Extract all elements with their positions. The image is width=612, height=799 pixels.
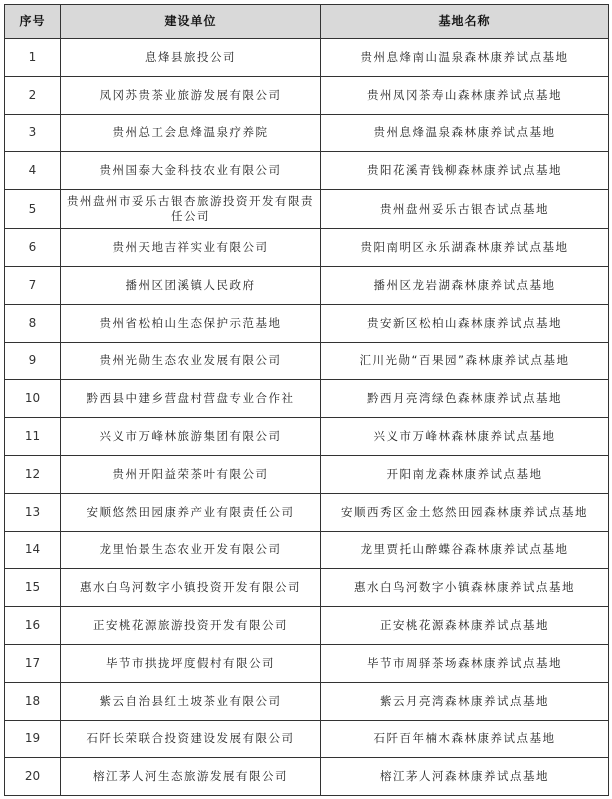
table-row [5, 720, 609, 758]
cell-serial-number: 7 [5, 266, 61, 304]
cell-construction-unit: 毕节市拱拢坪度假村有限公司 [61, 644, 321, 682]
cell-base-name: 安顺西秀区金土悠然田园森林康养试点基地 [321, 493, 609, 531]
cell-construction-unit: 黔西县中建乡营盘村营盘专业合作社 [61, 380, 321, 418]
table-row [5, 758, 609, 796]
cell-serial-number: 12 [5, 455, 61, 493]
cell-base-name: 贵阳花溪青钱柳森林康养试点基地 [321, 152, 609, 190]
table-row [5, 418, 609, 456]
cell-construction-unit: 龙里怡景生态农业开发有限公司 [61, 531, 321, 569]
table-row [5, 607, 609, 645]
cell-base-name: 紫云月亮湾森林康养试点基地 [321, 682, 609, 720]
cell-base-name: 龙里贾托山醉蝶谷森林康养试点基地 [321, 531, 609, 569]
cell-base-name: 毕节市周驿茶场森林康养试点基地 [321, 644, 609, 682]
cell-serial-number: 14 [5, 531, 61, 569]
cell-construction-unit: 贵州国泰大金科技农业有限公司 [61, 152, 321, 190]
table-row [5, 531, 609, 569]
cell-construction-unit: 紫云自治县红土坡茶业有限公司 [61, 682, 321, 720]
cell-base-name: 贵阳南明区永乐湖森林康养试点基地 [321, 229, 609, 267]
table-row [5, 380, 609, 418]
cell-serial-number: 13 [5, 493, 61, 531]
cell-base-name: 播州区龙岩湖森林康养试点基地 [321, 266, 609, 304]
table-row [5, 455, 609, 493]
table-row [5, 152, 609, 190]
cell-serial-number: 1 [5, 39, 61, 77]
cell-base-name: 贵州息烽温泉森林康养试点基地 [321, 114, 609, 152]
table-row [5, 190, 609, 229]
cell-construction-unit: 贵州盘州市妥乐古银杏旅游投资开发有限责任公司 [61, 190, 321, 229]
header-serial-number: 序号 [5, 5, 61, 39]
cell-base-name: 汇川光勋“百果园”森林康养试点基地 [321, 342, 609, 380]
cell-construction-unit: 播州区团溪镇人民政府 [61, 266, 321, 304]
cell-serial-number: 3 [5, 114, 61, 152]
table-row [5, 114, 609, 152]
cell-construction-unit: 贵州天地吉祥实业有限公司 [61, 229, 321, 267]
table-row [5, 682, 609, 720]
cell-construction-unit: 安顺悠然田园康养产业有限责任公司 [61, 493, 321, 531]
cell-base-name: 贵州息烽南山温泉森林康养试点基地 [321, 39, 609, 77]
cell-construction-unit: 息烽县旅投公司 [61, 39, 321, 77]
cell-base-name: 黔西月亮湾绿色森林康养试点基地 [321, 380, 609, 418]
cell-base-name: 石阡百年楠木森林康养试点基地 [321, 720, 609, 758]
cell-construction-unit: 贵州光勋生态农业发展有限公司 [61, 342, 321, 380]
table-row [5, 569, 609, 607]
cell-construction-unit: 兴义市万峰林旅游集团有限公司 [61, 418, 321, 456]
cell-serial-number: 8 [5, 304, 61, 342]
table-row [5, 493, 609, 531]
cell-serial-number: 10 [5, 380, 61, 418]
cell-base-name: 正安桃花源森林康养试点基地 [321, 607, 609, 645]
cell-serial-number: 4 [5, 152, 61, 190]
header-base-name: 基地名称 [321, 5, 609, 39]
cell-serial-number: 2 [5, 76, 61, 114]
cell-base-name: 贵州凤冈茶寿山森林康养试点基地 [321, 76, 609, 114]
cell-base-name: 贵州盘州妥乐古银杏试点基地 [321, 190, 609, 229]
cell-construction-unit: 榕江茅人河生态旅游发展有限公司 [61, 758, 321, 796]
cell-serial-number: 16 [5, 607, 61, 645]
table-row [5, 76, 609, 114]
cell-construction-unit: 惠水白鸟河数字小镇投资开发有限公司 [61, 569, 321, 607]
table-row [5, 39, 609, 77]
header-construction-unit: 建设单位 [61, 5, 321, 39]
table-header-row [5, 5, 609, 39]
cell-serial-number: 5 [5, 190, 61, 229]
table-row [5, 266, 609, 304]
cell-serial-number: 11 [5, 418, 61, 456]
table-row [5, 644, 609, 682]
cell-base-name: 开阳南龙森林康养试点基地 [321, 455, 609, 493]
table-row [5, 229, 609, 267]
cell-serial-number: 19 [5, 720, 61, 758]
table-row [5, 342, 609, 380]
cell-serial-number: 9 [5, 342, 61, 380]
cell-construction-unit: 贵州省松柏山生态保护示范基地 [61, 304, 321, 342]
cell-construction-unit: 贵州总工会息烽温泉疗养院 [61, 114, 321, 152]
cell-serial-number: 15 [5, 569, 61, 607]
document-page [4, 4, 608, 796]
cell-base-name: 榕江茅人河森林康养试点基地 [321, 758, 609, 796]
cell-construction-unit: 贵州开阳益荣茶叶有限公司 [61, 455, 321, 493]
cell-serial-number: 6 [5, 229, 61, 267]
forest-health-base-table [4, 4, 609, 796]
cell-serial-number: 18 [5, 682, 61, 720]
cell-construction-unit: 正安桃花源旅游投资开发有限公司 [61, 607, 321, 645]
cell-construction-unit: 凤冈苏贵茶业旅游发展有限公司 [61, 76, 321, 114]
table-row [5, 304, 609, 342]
cell-base-name: 惠水白鸟河数字小镇森林康养试点基地 [321, 569, 609, 607]
cell-construction-unit: 石阡长荣联合投资建设发展有限公司 [61, 720, 321, 758]
cell-serial-number: 20 [5, 758, 61, 796]
cell-base-name: 兴义市万峰林森林康养试点基地 [321, 418, 609, 456]
cell-serial-number: 17 [5, 644, 61, 682]
cell-base-name: 贵安新区松柏山森林康养试点基地 [321, 304, 609, 342]
